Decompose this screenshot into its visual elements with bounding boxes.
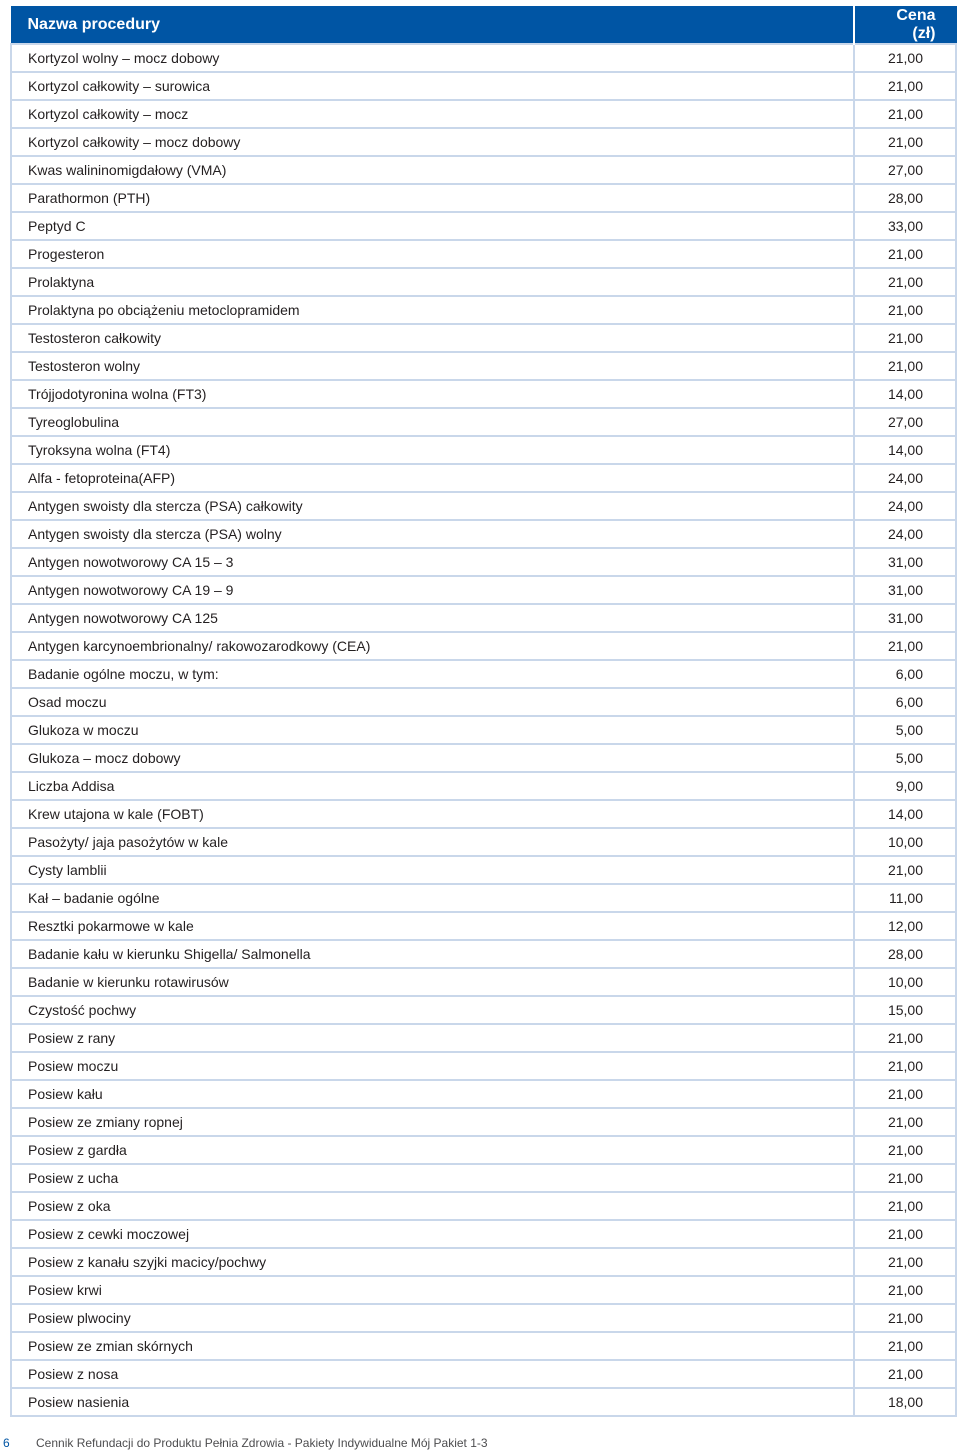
page-number: 6 [3,1436,10,1450]
table-row [11,1332,956,1360]
price-cell: 28,00 [854,940,956,968]
price-cell: 14,00 [854,800,956,828]
procedure-name-cell: Posiew krwi [11,1276,854,1304]
price-cell: 21,00 [854,1248,956,1276]
procedure-name-cell: Pasożyty/ jaja pasożytów w kale [11,828,854,856]
price-cell: 27,00 [854,156,956,184]
procedure-name-cell: Resztki pokarmowe w kale [11,912,854,940]
price-cell: 21,00 [854,268,956,296]
table-row [11,1360,956,1388]
table-row [11,296,956,324]
price-cell: 21,00 [854,1164,956,1192]
price-cell: 21,00 [854,632,956,660]
procedure-name-cell: Kał – badanie ogólne [11,884,854,912]
table-row [11,1192,956,1220]
table-row [11,632,956,660]
price-cell: 12,00 [854,912,956,940]
price-cell: 21,00 [854,296,956,324]
price-cell: 28,00 [854,184,956,212]
procedure-name-cell: Antygen nowotworowy CA 19 – 9 [11,576,854,604]
table-row [11,408,956,436]
procedure-name-cell: Peptyd C [11,212,854,240]
procedure-name-cell: Czystość pochwy [11,996,854,1024]
table-row [11,1388,956,1416]
price-cell: 21,00 [854,1136,956,1164]
price-cell: 10,00 [854,828,956,856]
procedure-name-cell: Badanie kału w kierunku Shigella/ Salmonella [11,940,854,968]
table-header [11,7,956,45]
procedure-name-cell: Kortyzol całkowity – mocz dobowy [11,128,854,156]
price-cell: 21,00 [854,72,956,100]
procedure-name-cell: Parathormon (PTH) [11,184,854,212]
price-cell: 21,00 [854,352,956,380]
procedure-name-cell: Progesteron [11,240,854,268]
price-table [10,6,957,1417]
table-row [11,1080,956,1108]
procedure-name-cell: Testosteron całkowity [11,324,854,352]
table-row [11,1052,956,1080]
table-row [11,464,956,492]
column-header-price: Cena (zł) [854,7,956,45]
procedure-name-cell: Badanie w kierunku rotawirusów [11,968,854,996]
procedure-name-cell: Antygen swoisty dla stercza (PSA) całkowity [11,492,854,520]
column-header-procedure-name: Nazwa procedury [11,7,854,45]
procedure-name-cell: Cysty lamblii [11,856,854,884]
price-cell: 21,00 [854,856,956,884]
price-cell: 24,00 [854,520,956,548]
table-row [11,100,956,128]
procedure-name-cell: Liczba Addisa [11,772,854,800]
document-title: Cennik Refundacji do Produktu Pełnia Zdrowia - Pakiety Indywidualne Mój Pakiet 1-3 [36,1436,488,1450]
procedure-name-cell: Kwas walininomigdałowy (VMA) [11,156,854,184]
price-cell: 33,00 [854,212,956,240]
table-row [11,576,956,604]
price-cell: 21,00 [854,1220,956,1248]
price-cell: 24,00 [854,492,956,520]
procedure-name-cell: Alfa - fetoproteina(AFP) [11,464,854,492]
procedure-name-cell: Posiew ze zmiany ropnej [11,1108,854,1136]
procedure-name-cell: Posiew moczu [11,1052,854,1080]
procedure-name-cell: Posiew plwociny [11,1304,854,1332]
procedure-name-cell: Posiew z ucha [11,1164,854,1192]
price-cell: 21,00 [854,1276,956,1304]
price-cell: 21,00 [854,100,956,128]
table-row [11,912,956,940]
table-row [11,156,956,184]
table-row [11,940,956,968]
price-cell: 18,00 [854,1388,956,1416]
price-cell: 21,00 [854,1024,956,1052]
procedure-name-cell: Trójjodotyronina wolna (FT3) [11,380,854,408]
table-row [11,44,956,72]
procedure-name-cell: Kortyzol wolny – mocz dobowy [11,44,854,72]
table-row [11,996,956,1024]
procedure-name-cell: Kortyzol całkowity – surowica [11,72,854,100]
procedure-name-cell: Prolaktyna [11,268,854,296]
procedure-name-cell: Osad moczu [11,688,854,716]
table-row [11,772,956,800]
price-cell: 21,00 [854,324,956,352]
price-cell: 9,00 [854,772,956,800]
price-cell: 27,00 [854,408,956,436]
table-row [11,436,956,464]
price-cell: 21,00 [854,1080,956,1108]
page-footer [0,1436,960,1454]
price-cell: 21,00 [854,1052,956,1080]
price-cell: 15,00 [854,996,956,1024]
price-cell: 31,00 [854,604,956,632]
table-row [11,800,956,828]
procedure-name-cell: Tyreoglobulina [11,408,854,436]
price-cell: 14,00 [854,436,956,464]
procedure-name-cell: Posiew z rany [11,1024,854,1052]
table-row [11,240,956,268]
price-cell: 21,00 [854,1192,956,1220]
procedure-name-cell: Glukoza – mocz dobowy [11,744,854,772]
price-cell: 10,00 [854,968,956,996]
price-cell: 21,00 [854,1304,956,1332]
procedure-name-cell: Antygen karcynoembrionalny/ rakowozarodkowy (CEA) [11,632,854,660]
table-row [11,184,956,212]
table-row [11,1276,956,1304]
price-cell: 5,00 [854,716,956,744]
procedure-name-cell: Posiew z nosa [11,1360,854,1388]
table-row [11,744,956,772]
price-cell: 21,00 [854,1360,956,1388]
table-row [11,828,956,856]
table-row [11,968,956,996]
table-row [11,1304,956,1332]
procedure-name-cell: Prolaktyna po obciążeniu metoclopramidem [11,296,854,324]
procedure-name-cell: Posiew ze zmian skórnych [11,1332,854,1360]
procedure-name-cell: Posiew z oka [11,1192,854,1220]
table-row [11,212,956,240]
table-row [11,324,956,352]
price-cell: 31,00 [854,548,956,576]
procedure-name-cell: Posiew z cewki moczowej [11,1220,854,1248]
procedure-name-cell: Posiew nasienia [11,1388,854,1416]
price-cell: 14,00 [854,380,956,408]
price-cell: 21,00 [854,44,956,72]
table-row [11,520,956,548]
price-cell: 21,00 [854,128,956,156]
table-row [11,1164,956,1192]
table-row [11,492,956,520]
table-row [11,128,956,156]
price-cell: 24,00 [854,464,956,492]
table-row [11,856,956,884]
table-row [11,604,956,632]
procedure-name-cell: Antygen nowotworowy CA 15 – 3 [11,548,854,576]
price-cell: 31,00 [854,576,956,604]
procedure-name-cell: Antygen nowotworowy CA 125 [11,604,854,632]
table-row [11,268,956,296]
table-row [11,1024,956,1052]
table-row [11,352,956,380]
procedure-name-cell: Testosteron wolny [11,352,854,380]
table-row [11,1248,956,1276]
price-cell: 21,00 [854,240,956,268]
price-cell: 6,00 [854,660,956,688]
table-row [11,380,956,408]
price-cell: 21,00 [854,1332,956,1360]
table-row [11,1108,956,1136]
procedure-name-cell: Badanie ogólne moczu, w tym: [11,660,854,688]
procedure-name-cell: Posiew kału [11,1080,854,1108]
procedure-name-cell: Krew utajona w kale (FOBT) [11,800,854,828]
procedure-name-cell: Posiew z kanału szyjki macicy/pochwy [11,1248,854,1276]
table-row [11,548,956,576]
table-row [11,716,956,744]
table-row [11,688,956,716]
table-row [11,72,956,100]
procedure-name-cell: Posiew z gardła [11,1136,854,1164]
header-row [11,7,956,45]
table-row [11,660,956,688]
procedure-name-cell: Glukoza w moczu [11,716,854,744]
table-row [11,884,956,912]
procedure-name-cell: Tyroksyna wolna (FT4) [11,436,854,464]
price-cell: 21,00 [854,1108,956,1136]
price-cell: 5,00 [854,744,956,772]
procedure-name-cell: Antygen swoisty dla stercza (PSA) wolny [11,520,854,548]
table-row [11,1136,956,1164]
price-cell: 6,00 [854,688,956,716]
price-cell: 11,00 [854,884,956,912]
table-body [11,44,956,1416]
table-row [11,1220,956,1248]
procedure-name-cell: Kortyzol całkowity – mocz [11,100,854,128]
